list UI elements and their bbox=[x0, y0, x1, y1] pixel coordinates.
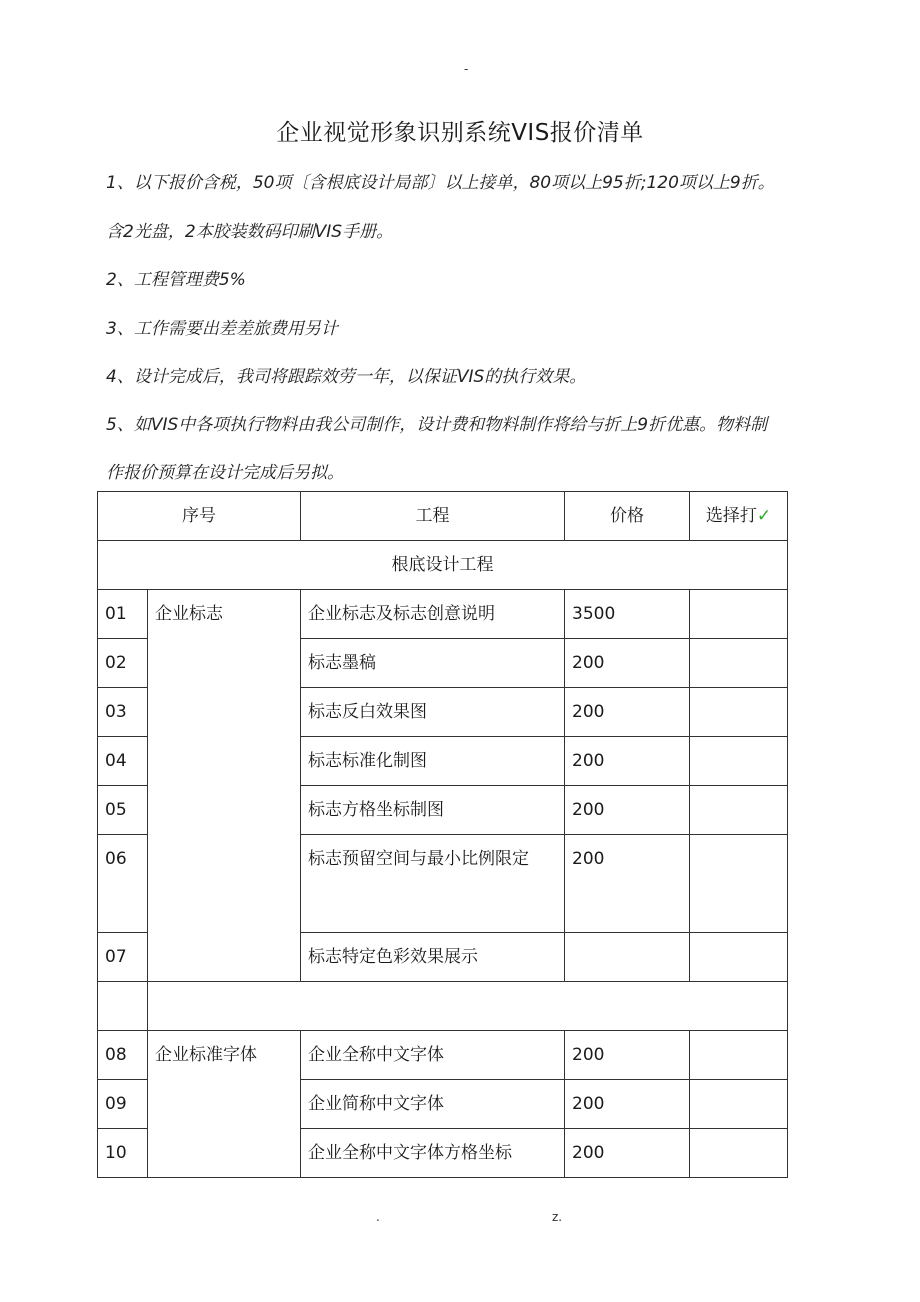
row-item: 企业标志及标志创意说明 bbox=[301, 590, 565, 639]
note-3: 3、工作需要出差差旅费用另计 bbox=[106, 319, 338, 339]
select-cell[interactable] bbox=[690, 933, 788, 982]
note-1: 1、以下报价含税，50项〔含根底设计局部〕以上接单，80项以上95折;120项以上9折。 bbox=[106, 173, 775, 193]
row-no: 07 bbox=[98, 933, 148, 982]
quote-table bbox=[97, 491, 788, 1178]
header-select-label: 选择打 bbox=[705, 506, 757, 526]
header-price: 价格 bbox=[565, 492, 690, 541]
select-cell[interactable] bbox=[690, 639, 788, 688]
row-no: 10 bbox=[98, 1129, 148, 1178]
row-price: 200 bbox=[565, 737, 690, 786]
section-title: 根底设计工程 bbox=[98, 541, 788, 590]
row-price: 200 bbox=[565, 786, 690, 835]
header-no: 序号 bbox=[98, 492, 301, 541]
note-5-continued: 作报价预算在设计完成后另拟。 bbox=[106, 463, 344, 483]
note-2: 2、工程管理费5% bbox=[106, 270, 246, 290]
row-no: 06 bbox=[98, 835, 148, 933]
row-price: 200 bbox=[565, 1080, 690, 1129]
row-no: 01 bbox=[98, 590, 148, 639]
select-cell[interactable] bbox=[690, 1129, 788, 1178]
row-item: 标志标准化制图 bbox=[301, 737, 565, 786]
select-cell[interactable] bbox=[690, 688, 788, 737]
page-title: 企业视觉形象识别系统VIS报价清单 bbox=[276, 120, 644, 146]
row-price: 3500 bbox=[565, 590, 690, 639]
spacer-cell bbox=[98, 982, 148, 1031]
row-item: 标志预留空间与最小比例限定 bbox=[301, 835, 565, 933]
row-item: 标志特定色彩效果展示 bbox=[301, 933, 565, 982]
footer-right: z. bbox=[552, 1210, 563, 1224]
table-row bbox=[98, 1031, 788, 1080]
row-item: 标志反白效果图 bbox=[301, 688, 565, 737]
select-cell[interactable] bbox=[690, 737, 788, 786]
note-1-continued: 含2光盘，2本胶装数码印刷VIS手册。 bbox=[106, 222, 394, 242]
spacer-row bbox=[98, 982, 788, 1031]
row-no: 04 bbox=[98, 737, 148, 786]
header-select bbox=[690, 492, 788, 541]
row-price: 200 bbox=[565, 639, 690, 688]
row-no: 02 bbox=[98, 639, 148, 688]
category-cell: 企业标准字体 bbox=[148, 1031, 301, 1178]
spacer-cell-wide bbox=[148, 982, 788, 1031]
row-item: 标志方格坐标制图 bbox=[301, 786, 565, 835]
row-price: 200 bbox=[565, 688, 690, 737]
table-row bbox=[98, 590, 788, 639]
row-price: 200 bbox=[565, 835, 690, 933]
check-icon: ✓ bbox=[756, 506, 772, 526]
row-item: 企业简称中文字体 bbox=[301, 1080, 565, 1129]
select-cell[interactable] bbox=[690, 835, 788, 933]
header-project: 工程 bbox=[301, 492, 565, 541]
select-cell[interactable] bbox=[690, 590, 788, 639]
header-mark: - bbox=[464, 62, 469, 76]
row-no: 09 bbox=[98, 1080, 148, 1129]
row-price bbox=[565, 933, 690, 982]
category-cell: 企业标志 bbox=[148, 590, 301, 982]
row-item: 企业全称中文字体 bbox=[301, 1031, 565, 1080]
select-cell[interactable] bbox=[690, 1031, 788, 1080]
row-price: 200 bbox=[565, 1129, 690, 1178]
select-cell[interactable] bbox=[690, 1080, 788, 1129]
row-price: 200 bbox=[565, 1031, 690, 1080]
row-no: 08 bbox=[98, 1031, 148, 1080]
select-cell[interactable] bbox=[690, 786, 788, 835]
row-item: 企业全称中文字体方格坐标 bbox=[301, 1129, 565, 1178]
note-4: 4、设计完成后，我司将跟踪效劳一年，以保证VIS的执行效果。 bbox=[106, 367, 587, 387]
footer-left: . bbox=[376, 1210, 380, 1224]
section-row bbox=[98, 541, 788, 590]
note-5: 5、如VIS中各项执行物料由我公司制作，设计费和物料制作将给与折上9折优惠。物料制 bbox=[106, 415, 768, 435]
row-no: 05 bbox=[98, 786, 148, 835]
row-no: 03 bbox=[98, 688, 148, 737]
row-item: 标志墨稿 bbox=[301, 639, 565, 688]
table-header-row bbox=[98, 492, 788, 541]
